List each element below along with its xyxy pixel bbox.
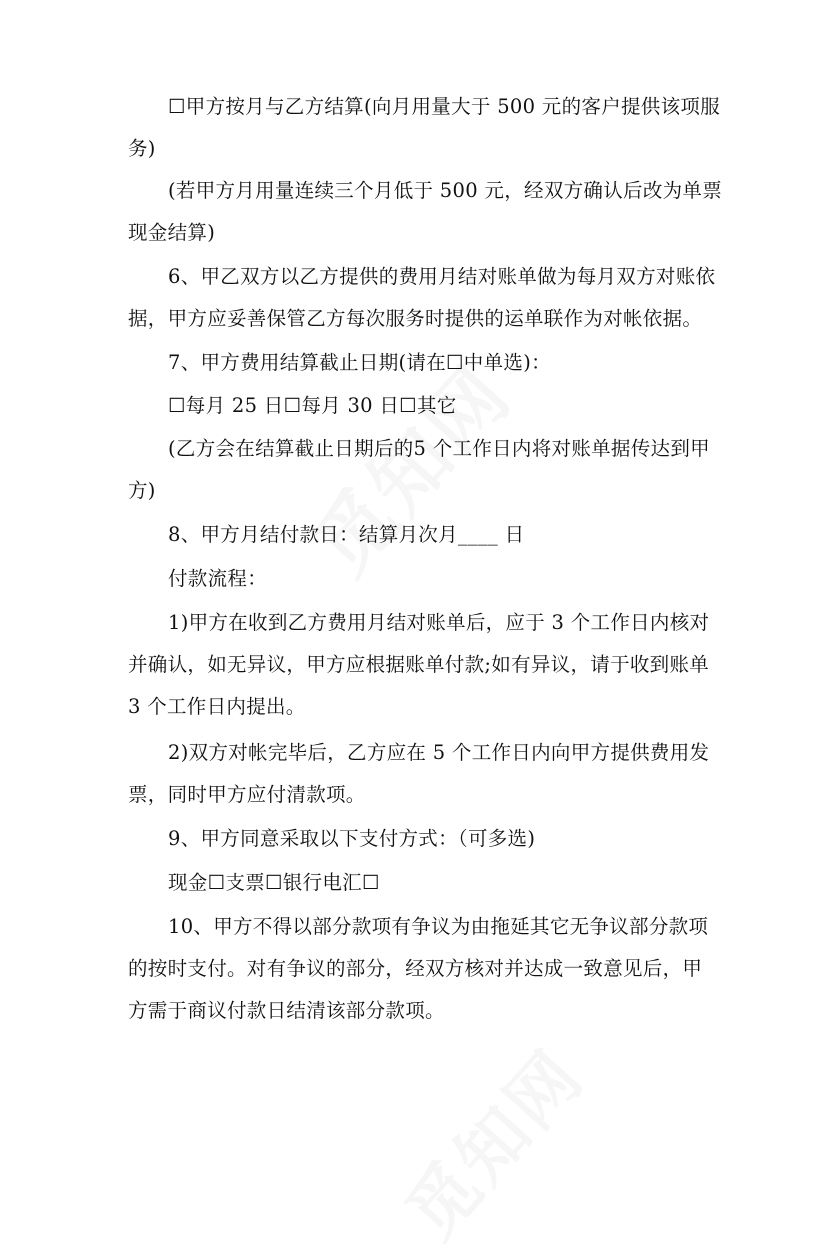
text-line: ☐甲方按月与乙方结算(向月用量大于 500 元的客户提供该项服 xyxy=(168,95,721,118)
text-line: ☐每月 25 日☐每月 30 日☐其它 xyxy=(168,394,457,417)
paragraph-clause-7 xyxy=(128,342,718,384)
text-line: 方) xyxy=(128,479,156,502)
paragraph-payment-process-1 xyxy=(128,602,718,728)
text-line: 7、甲方费用结算截止日期(请在☐中单选)： xyxy=(168,351,551,374)
text-line: 10、甲方不得以部分款项有争议为由拖延其它无争议部分款项 xyxy=(168,915,709,938)
text-line: 现金☐支票☐银行电汇☐ xyxy=(168,871,380,894)
text-line: 1)甲方在收到乙方费用月结对账单后，应于 3 个工作日内核对 xyxy=(168,611,710,634)
watermark-mark-lower xyxy=(379,1024,603,1257)
text-line: 现金结算) xyxy=(128,221,216,244)
paragraph-clause-7-note xyxy=(128,428,718,512)
text-line: 付款流程： xyxy=(168,567,268,590)
text-line: 6、甲乙双方以乙方提供的费用月结对账单做为每月双方对账依 xyxy=(168,265,716,288)
text-line: 3 个工作日内提出。 xyxy=(128,695,306,718)
text-line: 方需于商议付款日结清该部分款项。 xyxy=(128,999,445,1022)
text-line: 据，甲方应妥善保管乙方每次服务时提供的运单联作为对帐依据。 xyxy=(128,307,703,330)
paragraph-clause-6 xyxy=(128,256,718,340)
text-line: 票，同时甲方应付清款项。 xyxy=(128,783,366,806)
text-line: (乙方会在结算截止日期后的5 个工作日内将对账单据传达到甲 xyxy=(168,437,710,460)
text-line: 务) xyxy=(128,137,156,160)
paragraph-clause-9-options xyxy=(128,862,718,904)
paragraph-payment-process-2 xyxy=(128,732,718,816)
paragraph-monthly-settlement-note xyxy=(128,170,723,254)
paragraph-payment-process-title xyxy=(128,558,718,600)
text-line: 并确认，如无异议，甲方应根据账单付款;如有异议，请于收到账单 xyxy=(128,653,710,676)
text-line: (若甲方月用量连续三个月低于 500 元，经双方确认后改为单票 xyxy=(168,179,723,202)
text-line: 的按时支付。对有争议的部分，经双方核对并达成一致意见后，甲 xyxy=(128,957,703,980)
text-line: 8、甲方月结付款日：结算月次月____ 日 xyxy=(168,523,525,546)
paragraph-clause-7-options xyxy=(128,385,718,427)
paragraph-clause-10 xyxy=(128,906,718,1032)
paragraph-clause-9 xyxy=(128,818,718,860)
paragraph-clause-8 xyxy=(128,514,718,556)
text-line: 9、甲方同意采取以下支付方式：（可多选) xyxy=(168,827,536,850)
paragraph-monthly-settlement-option xyxy=(128,86,721,170)
text-line: 2)双方对帐完毕后，乙方应在 5 个工作日内向甲方提供费用发 xyxy=(168,741,710,764)
